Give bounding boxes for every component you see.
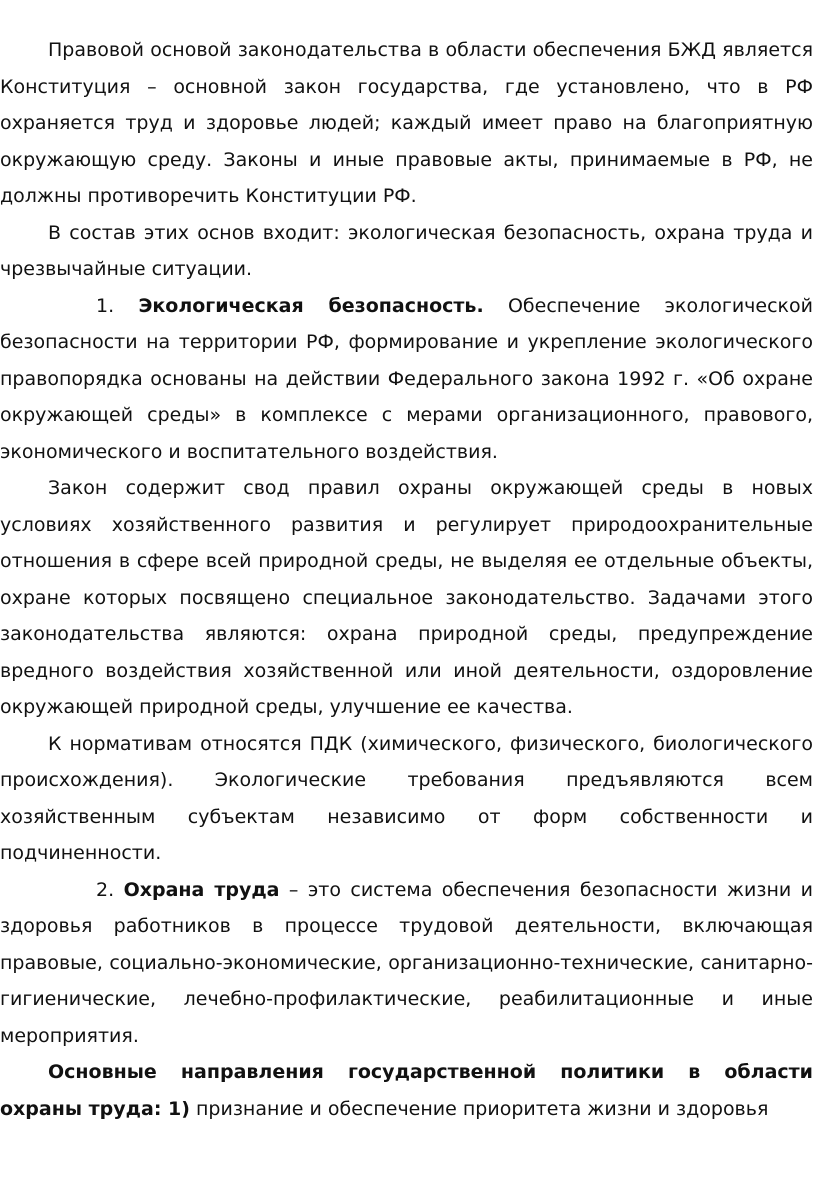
paragraph-norms: К нормативам относятся ПДК (химического, физического, биологического происхождения). Экологические требования предъявляются всем хозяйственным субъектам независимо от форм собственности и подчиненности. bbox=[0, 732, 813, 864]
list-item-text: – это система обеспечения безопасности жизни и здоровья работников в процессе трудовой деятельности, включающая правовые, социально-экономические, организационно-технические, санитарно-гигиенические, лечебно-профилактические, реабилитационные и иные мероприятия. bbox=[0, 878, 813, 1047]
list-item-number: 2. bbox=[96, 878, 115, 901]
paragraph-law-content: Закон содержит свод правил охраны окружающей среды в новых условиях хозяйственного развития и регулирует природоохранительные отношения в сфере всей природной среды, не выделяя ее отдельные объекты, охране которых посвящено специальное законодательство. Задачами этого законодательства являются: охрана природной среды, предупреждение вредного воздействия хозяйственной или иной деятельности, оздоровление окружающей природной среды, улучшение ее качества. bbox=[0, 477, 813, 718]
list-item-number: 1. bbox=[96, 294, 115, 317]
paragraph-constitution: Правовой основой законодательства в области обеспечения БЖД является Конституция – основной закон государства, где установлено, что в РФ охраняется труд и здоровье людей; каждый имеет право на благоприятную окружающую среду. Законы и иные правовые акты, принимаемые в РФ, не должны противоречить Конституции РФ. bbox=[0, 39, 813, 207]
paragraph-state-policy bbox=[0, 1054, 813, 1127]
paragraph-basis-composition: В состав этих основ входит: экологическая безопасность, охрана труда и чрезвычайные ситуации. bbox=[0, 221, 813, 280]
list-item-text: Обеспечение экологической безопасности на территории РФ, формирование и укрепление экологического правопорядка основаны на действии Федерального закона 1992 г. «Об охране окружающей среды» в комплексе с мерами организационного, правового, экономического и воспитательного воздействия. bbox=[0, 294, 813, 463]
list-item-labor-protection bbox=[0, 872, 813, 1055]
list-item-title: Охрана труда bbox=[123, 878, 280, 901]
document-page bbox=[0, 32, 813, 1127]
paragraph-text: признание и обеспечение приоритета жизни и здоровья bbox=[195, 1097, 769, 1120]
list-item-title: Экологическая безопасность. bbox=[138, 294, 484, 317]
list-item-ecological-safety bbox=[0, 288, 813, 471]
paragraph-bold-lead: Основные направления государственной политики в области охраны труда: 1) bbox=[0, 1061, 813, 1120]
